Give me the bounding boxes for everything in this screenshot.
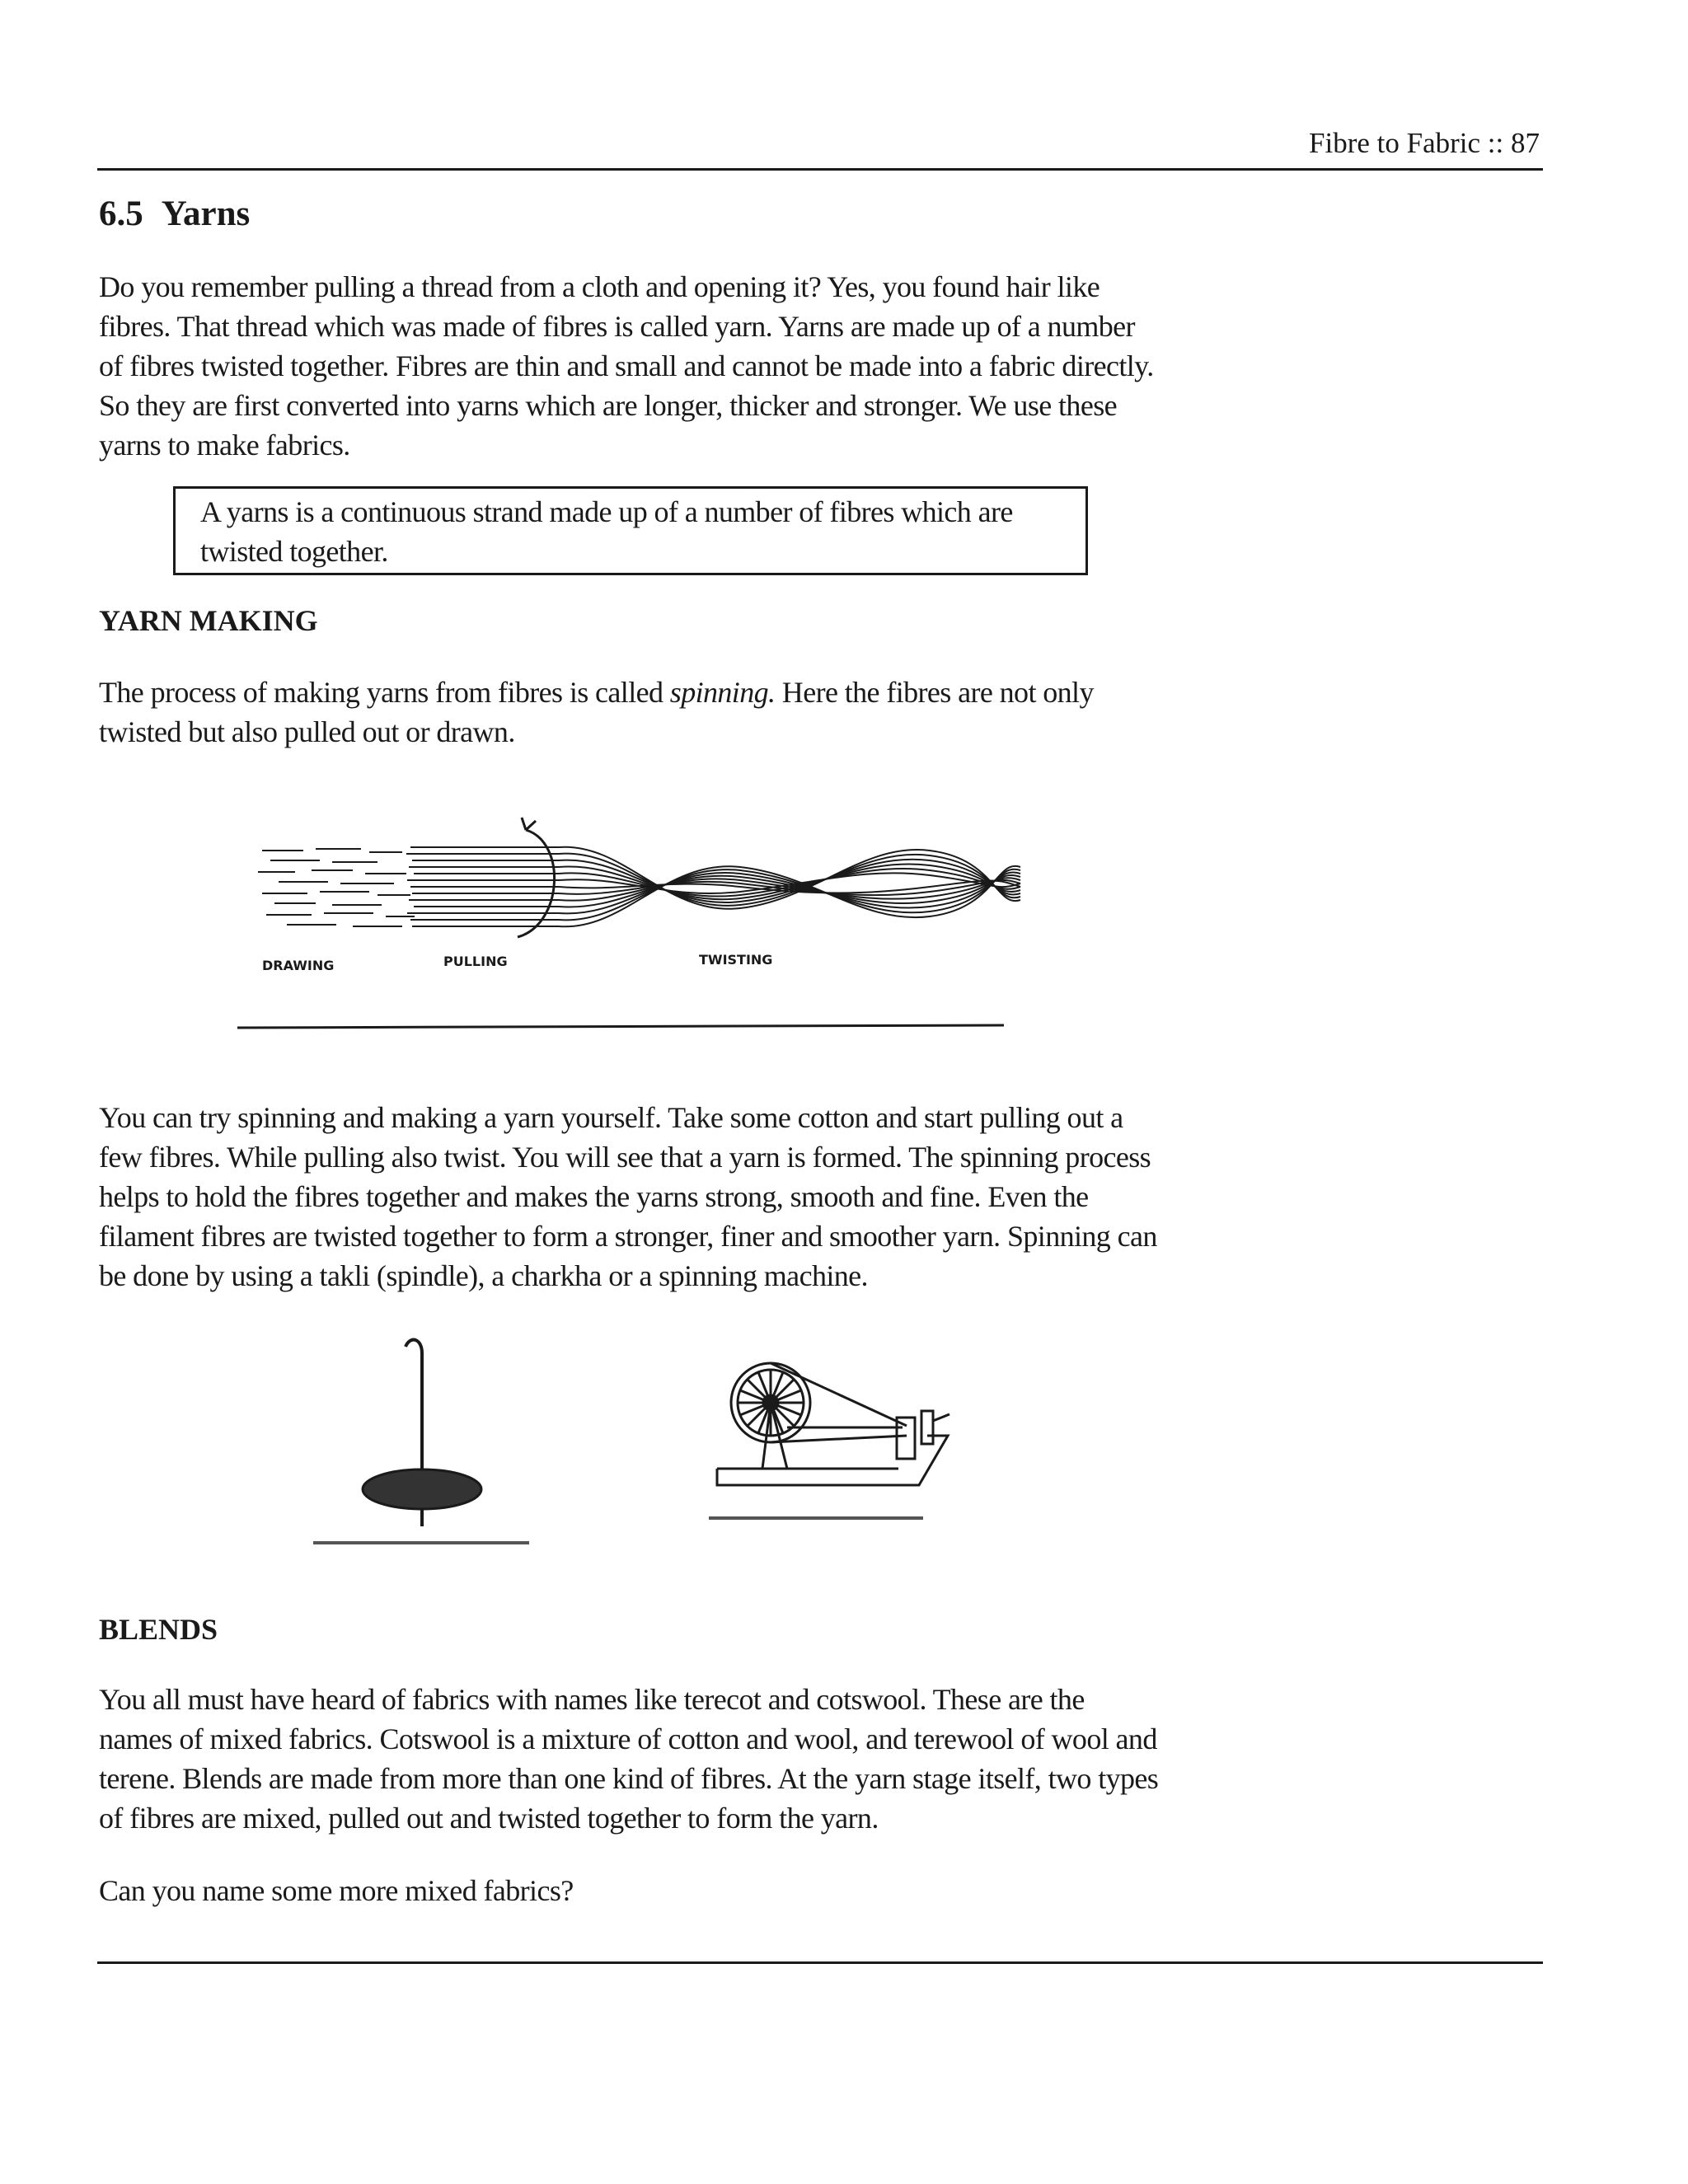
definition-box (173, 486, 1088, 575)
definition-text: A yarns is a continuous strand made up of a number of fibres which are twisted together. (200, 495, 1013, 568)
section-title: Yarns (161, 194, 251, 233)
pulling-fibres (406, 847, 559, 926)
spinning-tools-figures (99, 1329, 1162, 1584)
intro-paragraph: Do you remember pulling a thread from a cloth and opening it? Yes, you found hair like fibres. That thread which was made of fibres is called yarn. Yarns are made up of a number of fibres twisted together. Fibres are thin and small and cannot be made into a fabric directly. So they are first converted into yarns which are longer, thicker and stronger. We use these yarns to make fabrics. (99, 270, 1154, 462)
spinning-term: spinning. (669, 676, 776, 709)
section-number: 6.5 (99, 194, 143, 233)
takli-icon (313, 1329, 560, 1568)
yarn-making-heading: YARN MAKING (99, 604, 318, 637)
yarn-making-figure (237, 793, 1029, 1040)
label-twisting: TWISTING (699, 952, 773, 968)
twisting-fibres (559, 847, 1020, 927)
drawing-fibres (258, 849, 415, 926)
label-drawing: DRAWING (262, 958, 335, 973)
try-spinning-paragraph: You can try spinning and making a yarn yourself. Take some cotton and start pulling out a few fibres. While pulling also twist. You will see that a yarn is formed. The spinning process helps to hold the fibres together and makes the yarns strong, smooth and fine. Even the filament fibres are twisted together to form a stronger, finer and smoother yarn. Spinning can be done by using a takli (spindle), a charkha or a spinning machine. (99, 1101, 1157, 1292)
figure-baseline (237, 1025, 1004, 1028)
running-head: Fibre to Fabric :: 87 (1309, 127, 1540, 159)
section-heading (99, 190, 1162, 239)
label-pulling: PULLING (443, 954, 508, 969)
charkha-icon (709, 1345, 1039, 1543)
footer-rule (97, 1961, 1543, 1964)
blends-paragraph: You all must have heard of fabrics with names like terecot and cotswool. These are the names of mixed fabrics. Cotswool is a mixture of cotton and wool, and terewool of wool and terene. Blends are made from more than one kind of fibres. At the yarn stage itself, two types of fibres are mixed, pulled out and twisted together to form the yarn. (99, 1683, 1159, 1835)
spinning-text-before: The process of making yarns from fibres is called (99, 676, 670, 709)
header-rule (97, 168, 1543, 171)
spinning-paragraph (99, 673, 1162, 752)
spinning-text-after: Here the fibres are not only twisted but also pulled out or drawn. (99, 676, 1094, 748)
page-content (99, 190, 1162, 1910)
blends-heading: BLENDS (99, 1613, 218, 1646)
question-paragraph: Can you name some more mixed fabrics? (99, 1874, 574, 1907)
